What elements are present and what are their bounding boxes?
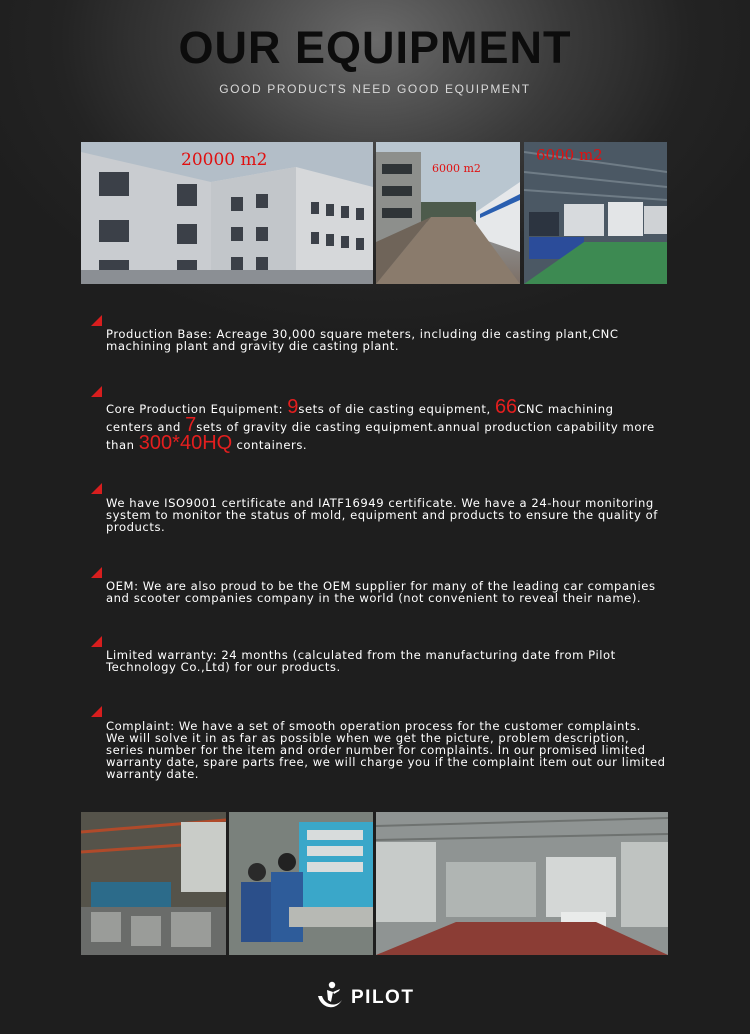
production-base-text: Production Base: Acreage 30,000 square meters, including die casting plant,CNC machining plant and gravity die casting plant. bbox=[106, 327, 619, 353]
assembly-workers-photo bbox=[229, 812, 373, 955]
oem-text: OEM: We are also proud to be the OEM supplier for many of the leading car companies and scooter companies company in the world (not convenient to reveal their name). bbox=[106, 579, 656, 605]
assembly-workers-illustration bbox=[229, 812, 373, 955]
bullet-marker-icon bbox=[91, 706, 102, 717]
core-equipment-part: sets of die casting equipment, bbox=[298, 402, 495, 416]
cnc-count: 66 bbox=[494, 396, 518, 418]
warranty-text: Limited warranty: 24 months (calculated from the manufacturing date from Pilot Technology Co.,Ltd) for our products. bbox=[106, 648, 616, 674]
acreage-label: 20000 m2 bbox=[181, 150, 268, 170]
core-equipment-part: containers. bbox=[232, 438, 308, 452]
bullet-marker-icon bbox=[91, 636, 102, 647]
brand-name: PILOT bbox=[351, 987, 415, 1008]
certificate-text: We have ISO9001 certificate and IATF16949 certificate. We have a 24-hour monitoring system to monitor the status of mold, equipment and products to ensure the quality of products. bbox=[106, 496, 658, 534]
production-capacity: 300*40HQ bbox=[138, 432, 233, 454]
bullet-marker-icon bbox=[91, 567, 102, 578]
warehouse-illustration bbox=[81, 812, 226, 955]
bullet-marker-icon bbox=[91, 386, 102, 397]
core-equipment-part: CNC machining centers and bbox=[106, 402, 614, 434]
pilot-logo bbox=[313, 978, 443, 1018]
core-equipment-part: sets of gravity die casting equipment.annual production capability more than bbox=[106, 420, 655, 452]
production-line-photo bbox=[376, 812, 668, 955]
production-line-illustration bbox=[376, 812, 668, 955]
warehouse-photo bbox=[81, 812, 226, 955]
complaint-text: Complaint: We have a set of smooth operation process for the customer complaints. We will solve it in as far as possible when we get the picture, problem description, series number for the item and order number for complaints. In our promised limited warranty date, spare parts free, we will charge you if the complaint item out our limited warranty date. bbox=[106, 719, 666, 781]
bullet-marker-icon bbox=[91, 483, 102, 494]
area-label: 6000 m2 bbox=[536, 146, 603, 164]
cnc-workshop-photo bbox=[524, 142, 667, 284]
pilot-logo-icon bbox=[313, 980, 347, 1016]
factory-building-photo bbox=[81, 142, 373, 284]
core-equipment-part: Core Production Equipment: bbox=[106, 402, 288, 416]
area-label: 6000 m2 bbox=[432, 162, 481, 175]
bullet-marker-icon bbox=[91, 315, 102, 326]
core-equipment-text bbox=[106, 396, 706, 454]
die-casting-count: 9 bbox=[287, 396, 299, 418]
gravity-die-casting-count: 7 bbox=[185, 414, 197, 436]
page-subtitle: GOOD PRODUCTS NEED GOOD EQUIPMENT bbox=[219, 82, 531, 96]
factory-road-photo bbox=[376, 142, 520, 284]
page-title: OUR EQUIPMENT bbox=[178, 22, 572, 73]
